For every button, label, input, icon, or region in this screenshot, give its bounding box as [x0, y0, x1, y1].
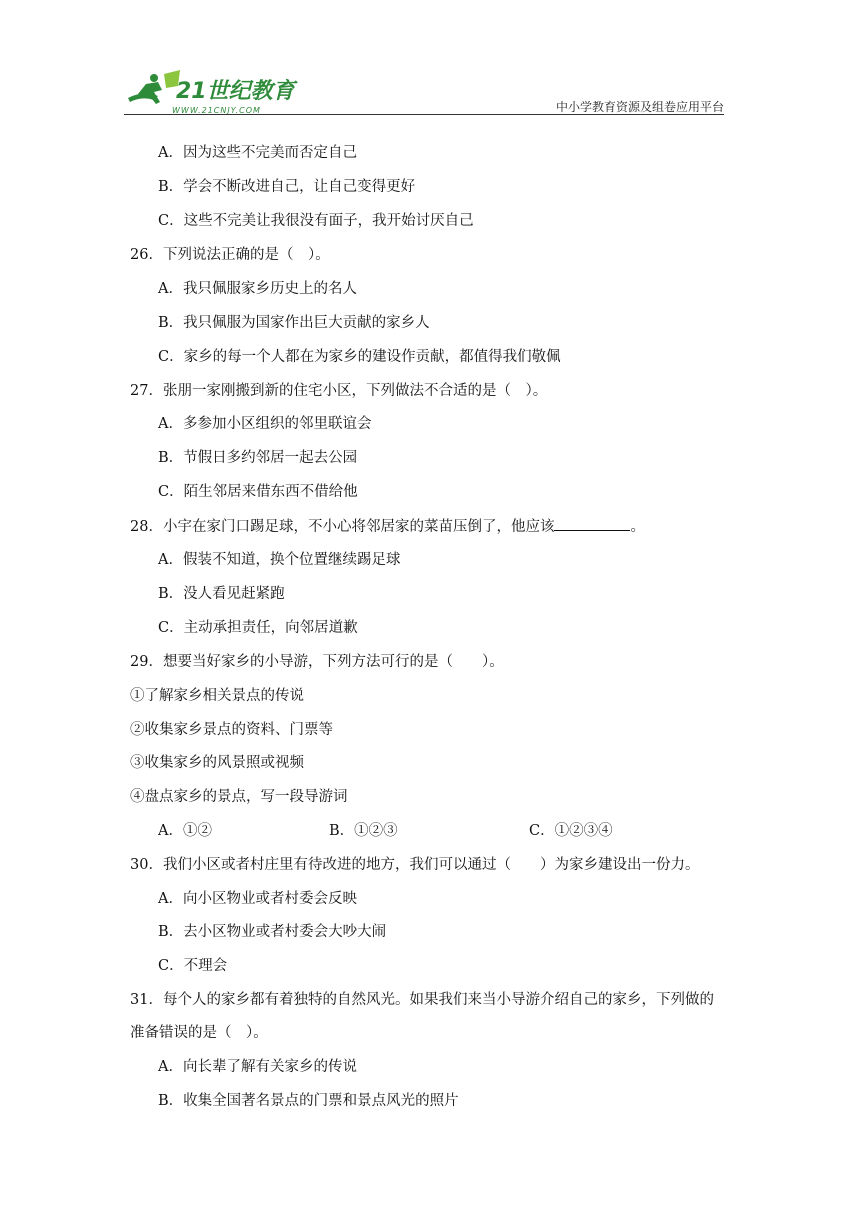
option-line: A．我只佩服家乡历史上的名人	[158, 281, 357, 297]
question-line	[130, 516, 645, 537]
question-text: 28．小宇在家门口踢足球，不小心将邻居家的菜苗压倒了，他应该	[130, 519, 555, 535]
option-line: B．收集全国著名景点的门票和景点风光的照片	[158, 1093, 459, 1109]
option-line: A．因为这些不完美而否定自己	[158, 145, 357, 161]
question-line: 31．每个人的家乡都有着独特的自然风光。如果我们来当小导游介绍自己的家乡，下列做的	[130, 992, 714, 1008]
answer-blank	[554, 516, 630, 531]
site-logo	[124, 68, 299, 115]
statement-item: ①了解家乡相关景点的传说	[130, 688, 304, 704]
option-line: C．陌生邻居来借东西不借给他	[158, 484, 358, 500]
option-line: C．主动承担责任，向邻居道歉	[158, 620, 358, 636]
question-line: 30．我们小区或者村庄里有待改进的地方，我们可以通过（ ）为家乡建设出一份力。	[130, 857, 700, 873]
question-line: 27．张朋一家刚搬到新的住宅小区，下列做法不合适的是（ ）。	[130, 383, 548, 399]
option-line: A．多参加小区组织的邻里联谊会	[158, 416, 372, 432]
option-line: B．我只佩服为国家作出巨大贡献的家乡人	[158, 315, 430, 331]
option-line: A．向长辈了解有关家乡的传说	[158, 1059, 357, 1075]
option-line: B．没人看见赶紧跑	[158, 586, 285, 602]
option-line: A．向小区物业或者村委会反映	[158, 891, 357, 907]
option-a: A．①②	[158, 823, 212, 839]
question-tail: 。	[630, 519, 645, 535]
statement-item: ③收集家乡的风景照或视频	[130, 755, 304, 771]
option-b: B．①②③	[329, 823, 398, 839]
option-line: B．节假日多约邻居一起去公园	[158, 450, 358, 466]
platform-name: 中小学教育资源及组卷应用平台	[555, 100, 724, 114]
question-line: 26．下列说法正确的是（ ）。	[130, 247, 330, 263]
option-line: B．学会不断改进自己，让自己变得更好	[158, 179, 416, 195]
question-line: 29．想要当好家乡的小导游，下列方法可行的是（ ）。	[130, 654, 504, 670]
option-c: C．①②③④	[529, 823, 613, 839]
page-header	[124, 62, 724, 114]
option-line: C．不理会	[158, 958, 228, 974]
option-line: C．这些不完美让我很没有面子，我开始讨厌自己	[158, 213, 474, 229]
logo-url: WWW.21CNJY.COM	[172, 106, 261, 115]
option-line: B．去小区物业或者村委会大吵大闹	[158, 924, 387, 940]
statement-item: ②收集家乡景点的资料、门票等	[130, 722, 333, 738]
statement-item: ④盘点家乡的景点，写一段导游词	[130, 789, 348, 805]
logo-text: 21世纪教育	[176, 79, 295, 104]
option-line: A．假装不知道，换个位置继续踢足球	[158, 552, 401, 568]
option-line: C．家乡的每一个人都在为家乡的建设作贡献，都值得我们敬佩	[158, 349, 561, 365]
header-rule	[124, 114, 724, 115]
question-line: 准备错误的是（ ）。	[130, 1025, 268, 1041]
